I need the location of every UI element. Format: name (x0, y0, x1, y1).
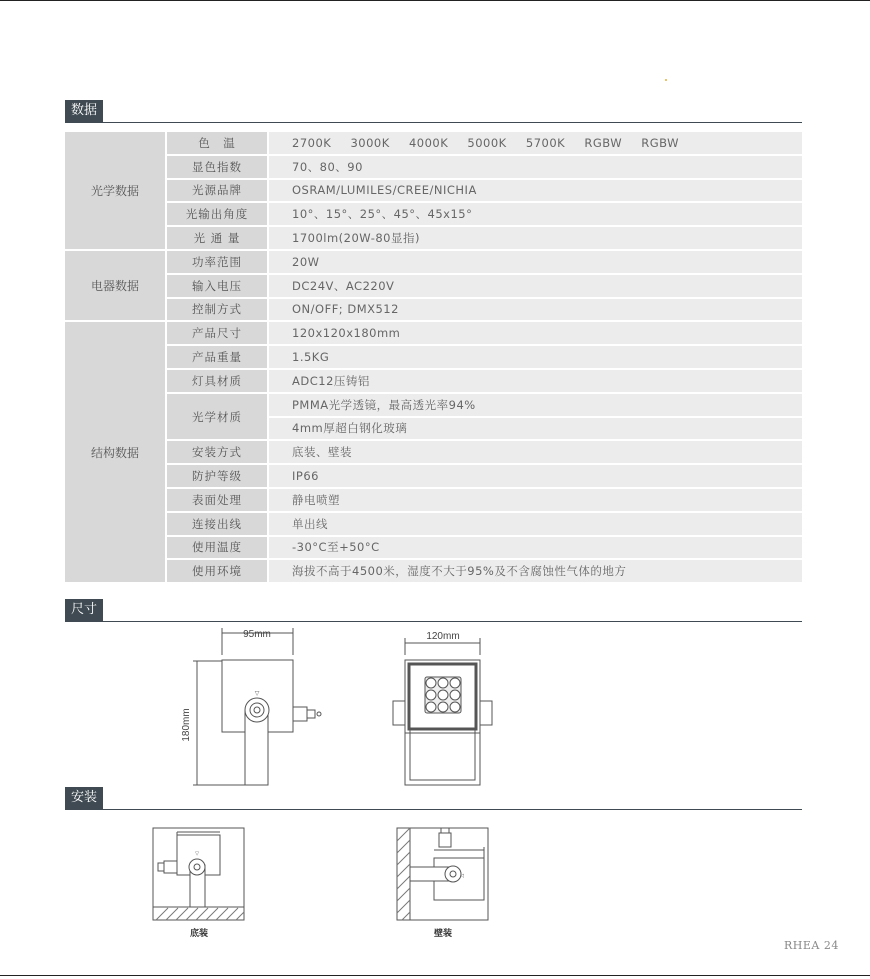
spec-value: 10°、15°、25°、45°、45x15° (269, 203, 802, 227)
floor-mount-caption: 底装 (190, 929, 209, 939)
cct-value: 5000K (467, 135, 507, 150)
cct-value: 2700K (292, 135, 332, 150)
spec-key: 光输出角度 (167, 203, 269, 227)
spec-key: 光学材质 (167, 394, 269, 442)
table-row (65, 537, 802, 561)
category-optical: 光学数据 (65, 132, 167, 251)
height-label: 180mm (181, 708, 192, 742)
spec-key: 输入电压 (167, 275, 269, 299)
table-row (65, 156, 802, 180)
wall-hatch (397, 828, 410, 920)
page-number-value: 24 (823, 939, 839, 952)
table-row (65, 346, 802, 370)
spec-key: 灯具材质 (167, 370, 269, 394)
cct-value: RGBW (584, 135, 623, 150)
table-row (65, 227, 802, 251)
spec-value: 120x120x180mm (269, 322, 802, 346)
top-border (0, 0, 870, 1)
spec-value: 海拔不高于4500米，湿度不大于95%及不含腐蚀性气体的地方 (269, 560, 802, 584)
spec-value: 4mm厚超白钢化玻璃 (269, 418, 802, 442)
spec-value: 1700lm(20W-80显指) (269, 227, 802, 251)
category-electrical: 电器数据 (65, 251, 167, 322)
spec-key: 产品尺寸 (167, 322, 269, 346)
cct-value: 5700K (525, 135, 566, 150)
spec-key: 防护等级 (167, 465, 269, 489)
brand-name: RHEA (784, 939, 820, 952)
spec-value: -30°C至+50°C (269, 537, 802, 561)
spec-value: 底装、壁装 (269, 441, 802, 465)
table-row (65, 370, 802, 394)
spec-key: 产品重量 (167, 346, 269, 370)
table-row (65, 465, 802, 489)
svg-text:◁: ◁ (460, 873, 464, 879)
spec-value: 1.5KG (269, 346, 802, 370)
table-row (65, 275, 802, 299)
section-header-installation (65, 787, 802, 811)
spec-key: 控制方式 (167, 299, 269, 323)
bracket-yoke (405, 725, 480, 785)
cct-value: 4000K (408, 135, 449, 150)
table-row (65, 299, 802, 323)
table-row (65, 394, 802, 418)
front-width-label: 120mm (426, 631, 460, 642)
spec-value: IP66 (269, 465, 802, 489)
led-lens-array (425, 677, 461, 713)
spec-value: ADC12压铸铝 (269, 370, 802, 394)
spec-value: 单出线 (269, 513, 802, 537)
page-number (784, 939, 839, 952)
svg-text:▽: ▽ (254, 690, 260, 697)
floor-mount-drawing (150, 825, 250, 923)
bottom-border (0, 975, 870, 976)
section-rule (65, 809, 802, 810)
side-width-label: 95mm (243, 629, 271, 640)
category-structure: 结构数据 (65, 322, 167, 584)
section-header-data (65, 100, 802, 124)
table-row (65, 489, 802, 513)
decorative-dot (665, 79, 667, 81)
spec-value: ON/OFF; DMX512 (269, 299, 802, 323)
cct-value: 3000K (350, 135, 390, 150)
table-row (65, 513, 802, 537)
side-view-drawing (175, 625, 335, 795)
table-row (65, 560, 802, 584)
spec-key: 使用环境 (167, 560, 269, 584)
spec-value: OSRAM/LUMILES/CREE/NICHIA (269, 180, 802, 204)
spec-key: 光源品牌 (167, 180, 269, 204)
table-row (65, 132, 802, 156)
pivot-knob (245, 698, 269, 722)
spec-key: 光 通 量 (167, 227, 269, 251)
wall-mount-caption: 壁装 (434, 929, 453, 939)
bracket-arm-left (393, 701, 405, 725)
floor-hatch (156, 908, 244, 920)
spec-table (65, 132, 802, 584)
cct-value: RGBW (641, 135, 680, 150)
section-rule (65, 621, 802, 622)
section-title-installation: 安装 (65, 787, 103, 809)
spec-key: 功率范围 (167, 251, 269, 275)
table-row (65, 441, 802, 465)
spec-value: DC24V、AC220V (269, 275, 802, 299)
svg-text:▽: ▽ (195, 851, 199, 857)
spec-value: PMMA光学透镜，最高透光率94% (269, 394, 802, 418)
section-rule (65, 122, 802, 123)
spec-value: 静电喷塑 (269, 489, 802, 513)
spec-key: 表面处理 (167, 489, 269, 513)
spec-key: 使用温度 (167, 537, 269, 561)
spec-key: 安装方式 (167, 441, 269, 465)
spec-value: 70、80、90 (269, 156, 802, 180)
spec-value: 20W (269, 251, 802, 275)
spec-key: 连接出线 (167, 513, 269, 537)
bracket-arm-right (480, 701, 492, 725)
spec-key: 显色指数 (167, 156, 269, 180)
table-row (65, 180, 802, 204)
table-row (65, 251, 802, 275)
spec-value-cct (269, 132, 802, 156)
table-row (65, 203, 802, 227)
spec-key: 色 温 (167, 132, 269, 156)
section-header-dimensions (65, 599, 802, 623)
front-view-drawing (385, 625, 500, 795)
section-title-dimensions: 尺寸 (65, 599, 103, 621)
table-row (65, 322, 802, 346)
cable-gland (293, 707, 307, 721)
wall-mount-drawing (394, 825, 494, 923)
section-title-data: 数据 (65, 100, 103, 122)
